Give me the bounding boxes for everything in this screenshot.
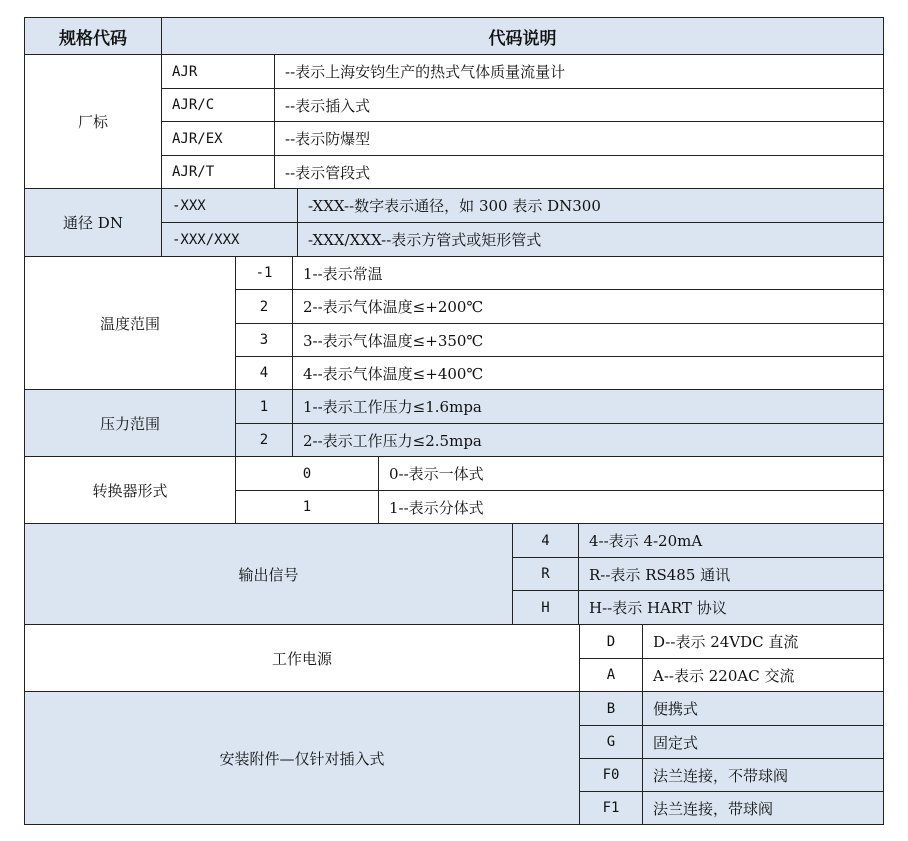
desc-cell: 1--表示工作压力≤1.6mpa xyxy=(292,389,884,424)
code-cell: 2 xyxy=(235,289,293,324)
desc-cell: 1--表示常温 xyxy=(292,256,884,290)
code-cell: 2 xyxy=(235,423,293,457)
code-cell: -XXX xyxy=(161,188,298,223)
desc-cell: H--表示 HART 协议 xyxy=(578,590,884,625)
code-cell: AJR/C xyxy=(161,88,275,122)
section-label-accessory: 安装附件—仅针对插入式 xyxy=(24,691,580,825)
desc-cell: 2--表示工作压力≤2.5mpa xyxy=(292,423,884,457)
desc-cell: 4--表示 4-20mA xyxy=(578,523,884,558)
desc-cell: -XXX--数字表示通径，如 300 表示 DN300 xyxy=(297,188,884,223)
code-cell: -XXX/XXX xyxy=(161,222,298,257)
code-cell: 1 xyxy=(235,490,379,524)
desc-cell: 法兰连接，带球阀 xyxy=(642,791,884,825)
desc-cell: D--表示 24VDC 直流 xyxy=(642,624,884,659)
code-cell: AJR/EX xyxy=(161,121,275,156)
code-cell: 1 xyxy=(235,389,293,424)
desc-cell: 便携式 xyxy=(642,691,884,726)
desc-cell: --表示插入式 xyxy=(274,88,884,122)
spec-code-table xyxy=(24,17,884,825)
code-cell: D xyxy=(579,624,643,659)
section-label-brand: 厂标 xyxy=(24,54,162,189)
code-cell: F1 xyxy=(579,791,643,825)
desc-cell: 3--表示气体温度≤+350℃ xyxy=(292,323,884,357)
code-cell: AJR/T xyxy=(161,155,275,189)
code-cell: 0 xyxy=(235,456,379,491)
code-cell: R xyxy=(512,557,579,591)
code-cell: F0 xyxy=(579,758,643,792)
code-cell: B xyxy=(579,691,643,726)
desc-cell: 固定式 xyxy=(642,725,884,759)
desc-cell: 4--表示气体温度≤+400℃ xyxy=(292,356,884,390)
section-label-diameter: 通径 DN xyxy=(24,188,162,257)
code-cell: 3 xyxy=(235,323,293,357)
section-label-power: 工作电源 xyxy=(24,624,580,692)
code-cell: A xyxy=(579,658,643,692)
code-cell: 4 xyxy=(235,356,293,390)
desc-cell: 1--表示分体式 xyxy=(378,490,884,524)
section-label-converter: 转换器形式 xyxy=(24,456,236,524)
desc-cell: --表示防爆型 xyxy=(274,121,884,156)
desc-cell: --表示上海安钧生产的热式气体质量流量计 xyxy=(274,54,884,89)
desc-cell: -XXX/XXX--表示方管式或矩形管式 xyxy=(297,222,884,257)
code-cell: AJR xyxy=(161,54,275,89)
section-label-pressure: 压力范围 xyxy=(24,389,236,457)
header-spec-code: 规格代码 xyxy=(24,17,162,55)
code-cell: H xyxy=(512,590,579,625)
desc-cell: 法兰连接，不带球阀 xyxy=(642,758,884,792)
desc-cell: A--表示 220AC 交流 xyxy=(642,658,884,692)
code-cell: G xyxy=(579,725,643,759)
code-cell: 4 xyxy=(512,523,579,558)
desc-cell: --表示管段式 xyxy=(274,155,884,189)
section-label-temperature: 温度范围 xyxy=(24,256,236,390)
header-code-description: 代码说明 xyxy=(161,17,884,55)
section-label-output: 输出信号 xyxy=(24,523,513,625)
desc-cell: 2--表示气体温度≤+200℃ xyxy=(292,289,884,324)
desc-cell: R--表示 RS485 通讯 xyxy=(578,557,884,591)
code-cell: -1 xyxy=(235,256,293,290)
desc-cell: 0--表示一体式 xyxy=(378,456,884,491)
